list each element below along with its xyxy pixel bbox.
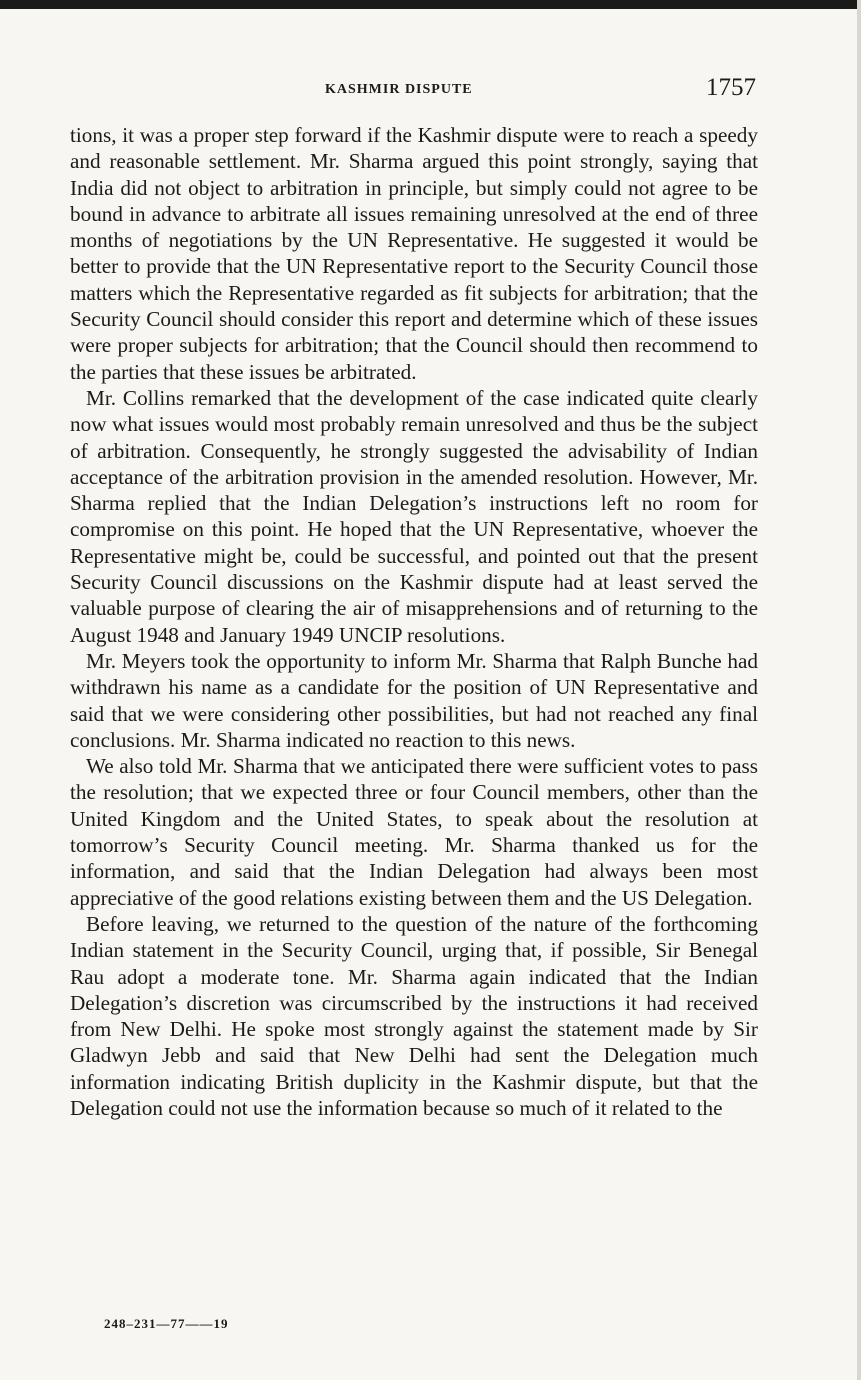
paragraph: Before leaving, we returned to the question of the nature of the forthcoming Indian statement in the Security Council, urging that, if possible, Sir Benegal Rau adopt a moderate tone. Mr. Sharma again indicated that the Indian Delegation’s discretion was circumscribed by the instructions it had received from New Delhi. He spoke most strongly against the statement made by Sir Gladwyn Jebb and said that New Delhi had sent the Delegation much information indicating British duplicity in the Kashmir dispute, but that the Delegation could not use the information because so much of it related to the [70,911,758,1120]
paragraph: Mr. Meyers took the opportunity to inform Mr. Sharma that Ralph Bunche had withdrawn his name as a candidate for the position of UN Representative and said that we were considering other possibilities, but had not reached any final conclusions. Mr. Sharma indicated no reaction to this news. [70,648,758,752]
page-number: 1757 [706,74,756,101]
paragraph: tions, it was a proper step forward if the Kashmir dispute were to reach a speedy and reasonable settlement. Mr. Sharma argued this point strongly, saying that India did not object to arbitration in principle, but simply could not agree to be bound in advance to arbitrate all issues remaining unresolved at the end of three months of negotiations by the UN Representative. He suggested it would be better to provide that the UN Representative report to the Security Council those matters which the Representative regarded as fit subjects for arbitration; that the Security Council should consider this report and determine which of these issues were proper subjects for arbitration; that the Council should then recommend to the parties that these issues be arbitrated. [70,123,758,384]
body-text [70,122,758,1121]
page-right-edge [857,0,861,1380]
printer-code: 248–231—77——19 [104,1316,229,1331]
paragraph: Mr. Collins remarked that the development of the case indicated quite clearly now what issues would most probably remain unresolved and thus be the subject of arbitration. Consequently, he strongly suggested the advisability of Indian acceptance of the arbitration provision in the amended resolution. However, Mr. Sharma replied that the Indian Delegation’s instructions left no room for compromise on this point. He hoped that the UN Representative, whoever the Representative might be, could be successful, and pointed out that the present Security Council discussions on the Kashmir dispute had at least served the valuable purpose of clearing the air of misapprehensions and of returning to the August 1948 and January 1949 UNCIP resolutions. [70,385,758,647]
page-top-edge [0,0,861,9]
running-title: KASHMIR DISPUTE [325,82,473,97]
page-header [70,74,760,114]
paragraph: We also told Mr. Sharma that we anticipated there were sufficient votes to pass the resolution; that we expected three or four Council members, other than the United Kingdom and the United States, to speak about the resolution at tomorrow’s Security Council meeting. Mr. Sharma thanked us for the information, and said that the Indian Delegation had always been most appreciative of the good relations existing between them and the US Delegation. [70,754,758,910]
